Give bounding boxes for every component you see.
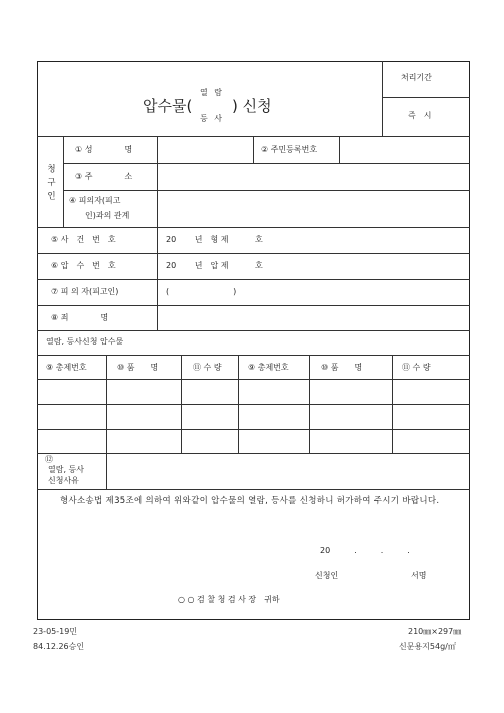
relation-field[interactable] [158, 191, 468, 226]
relation-label-line-1: ④ 피의자(피고 [69, 196, 121, 205]
case-number-label: ⑤ 사 건 번 호 [51, 235, 116, 244]
divider [37, 489, 470, 490]
table-row[interactable] [38, 405, 469, 428]
paper-size: 210㎜×297㎜ [408, 627, 462, 636]
table-row[interactable] [38, 430, 469, 452]
addressee: ○ ○ 검 찰 청 검 사 장 귀하 [178, 595, 280, 604]
charge-field[interactable] [158, 306, 468, 329]
column-header-item-name: ⑩ 품 명 [117, 363, 159, 372]
declaration-text: 형사소송법 제35조에 의하여 위와같이 압수물의 열람, 등사를 신청하니 허가하여 주시기 바랍니다. [60, 496, 440, 506]
form-number: 23-05-19민 [33, 627, 78, 636]
processing-period-label: 처리기간 [401, 73, 432, 82]
divider [37, 330, 470, 331]
address-field[interactable] [158, 164, 468, 189]
column-header-quantity: ⑪ 수 량 [193, 363, 222, 372]
signature-label: 서명 [411, 571, 427, 580]
column-header-item-name: ⑩ 품 명 [321, 363, 363, 372]
name-label: ① 성 명 [75, 145, 133, 154]
rrn-field[interactable] [340, 137, 468, 162]
case-number-value[interactable]: 20 년 형 제 호 [166, 235, 263, 244]
items-heading: 열람, 등사신청 압수물 [46, 337, 124, 346]
table-row[interactable] [38, 380, 469, 403]
divider [63, 136, 64, 227]
charge-label: ⑧ 죄 명 [51, 313, 109, 322]
suspect-value[interactable]: ( ) [166, 287, 237, 296]
reason-label-line-2: 신청사유 [48, 476, 79, 485]
divider [382, 61, 383, 136]
reason-label-line-1: 열람, 등사 [48, 465, 84, 474]
column-header-total-no: ⑨ 총제번호 [46, 363, 87, 372]
seizure-number-value[interactable]: 20 년 압 제 호 [166, 261, 263, 270]
relation-label-line-2: 인)과의 관계 [85, 211, 130, 220]
divider [37, 279, 470, 280]
reason-field[interactable] [107, 454, 468, 488]
divider [37, 355, 470, 356]
column-header-total-no: ⑨ 총제번호 [248, 363, 289, 372]
suspect-label: ⑦ 피 의 자(피고인) [51, 287, 119, 296]
application-date[interactable]: 20 . . . [320, 546, 410, 555]
title-option-copy: 등 사 [200, 114, 224, 123]
divider [253, 136, 254, 163]
address-label: ③ 주 소 [75, 172, 133, 181]
processing-period-value: 즉 시 [408, 111, 432, 120]
seizure-number-label: ⑥ 압 수 번 호 [51, 261, 116, 270]
rrn-label: ② 주민등록번호 [261, 145, 318, 154]
title-option-view: 열 람 [200, 88, 224, 97]
name-field[interactable] [158, 137, 252, 162]
column-header-quantity: ⑪ 수 량 [402, 363, 431, 372]
reason-number: ⑫ [45, 455, 53, 464]
form-title: 압수물( [143, 97, 193, 115]
paper-spec: 신문용지54g/㎡ [399, 642, 456, 651]
divider [382, 97, 470, 98]
form-title-suffix: ) 신청 [232, 97, 272, 115]
divider [37, 253, 470, 254]
approval-date: 84.12.26승인 [33, 642, 85, 651]
divider [37, 227, 470, 228]
applicant-group-label: 청구인 [45, 164, 56, 205]
applicant-signature-label: 신청인 [315, 571, 339, 580]
